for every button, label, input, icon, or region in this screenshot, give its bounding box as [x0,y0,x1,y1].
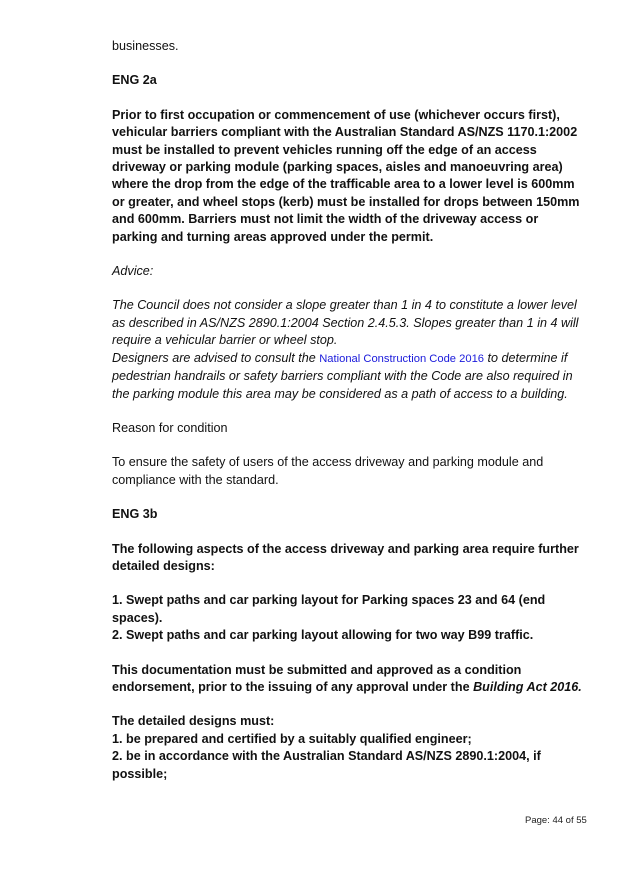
previous-text-end: businesses. [112,39,179,53]
advice-paragraph-2 [112,350,582,403]
eng-2a-body: Prior to first occupation or commencement of use (whichever occurs first), vehicular barriers compliant with the Australian Standard AS/NZS 1170.1:2002 must be installed to prevent vehicles running off the edge of an access driveway or parking module (parking spaces, aisles and manoeuvring area) where the drop from the edge of the trafficable area to a lower level is 600mm or greater, and wheel stops (kerb) must be installed for drops between 150mm and 600mm. Barriers must not limit the width of the driveway access or parking and turning areas approved under the permit. [112,107,580,244]
designs-label: The detailed designs must: [112,714,275,729]
eng-3b-item-2: 2. Swept paths and car parking layout allowing for two way B99 traffic. [112,628,534,643]
designs-item-2: 2. be in accordance with the Australian Standard AS/NZS 2890.1:2004, if possible; [112,749,541,781]
advice-paragraph-1: The Council does not consider a slope greater than 1 in 4 to constitute a lower level as described in AS/NZS 2890.1:2004 Section 2.4.5.3. Slopes greater than 1 in 4 will require a vehicular barrier or wheel stop. [112,298,579,348]
page-number: Page: 44 of 55 [525,815,587,826]
document-body [112,38,582,783]
documentation-paragraph [112,662,582,697]
advice-p2-start: Designers are advised to consult the [112,350,320,365]
reason-label: Reason for condition [112,420,228,435]
ncc-link[interactable]: National Construction Code 2016 [319,352,485,365]
advice-p2-end: to determine if pedestrian handrails or safety barriers compliant with the Code are also required in the parking module this area may be considered as a path of access to a building. [112,350,573,401]
designs-item-1: 1. be prepared and certified by a suitably qualified engineer; [112,731,472,746]
eng-3b-item-1: 1. Swept paths and car parking layout for Parking spaces 23 and 64 (end spaces). [112,593,546,625]
eng-3b-intro: The following aspects of the access driveway and parking area require further detailed designs: [112,541,579,573]
advice-label: Advice: [112,264,154,279]
reason-body: To ensure the safety of users of the access driveway and parking module and compliance with the standard. [112,455,544,487]
documentation-text: This documentation must be submitted and approved as a condition endorsement, prior to the issuing of any approval under the [112,662,522,694]
building-act-title: Building Act 2016. [473,679,582,694]
eng-2a-heading: ENG 2a [112,73,157,88]
eng-3b-heading: ENG 3b [112,507,158,522]
